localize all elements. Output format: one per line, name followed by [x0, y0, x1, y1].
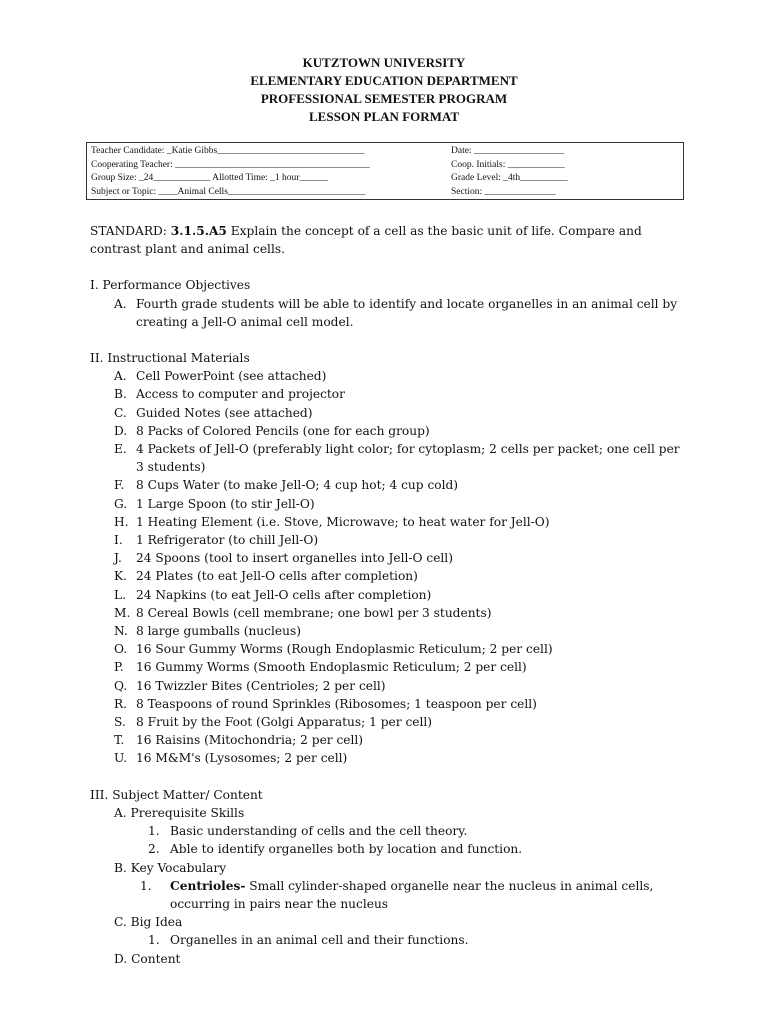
list-text: 8 Fruit by the Foot (Golgi Apparatus; 1 per cell) [136, 715, 433, 730]
list-marker: K. [114, 569, 127, 584]
list-marker: 1. [148, 824, 160, 839]
list-marker: A. [114, 369, 127, 384]
materials-list-item [90, 695, 690, 713]
list-marker: 1. [148, 933, 160, 948]
list-marker: N. [114, 624, 128, 639]
big-idea-heading: C. Big Idea [114, 915, 183, 930]
list-text: 8 Cups Water (to make Jell-O; 4 cup hot; 4 cup cold) [136, 478, 459, 493]
list-text [170, 877, 690, 913]
list-text: Guided Notes (see attached) [136, 405, 313, 420]
content-heading: D. Content [114, 951, 181, 966]
section-field: Section: _______________ [451, 186, 556, 197]
list-marker: I. [114, 533, 123, 548]
list-text: 8 Packs of Colored Pencils (one for each group) [136, 423, 430, 438]
materials-list-item [90, 731, 690, 749]
prerequisite-skills-heading: A. Prerequisite Skills [114, 805, 245, 820]
materials-list-item [90, 567, 690, 585]
materials-list-item [90, 404, 690, 422]
list-item [90, 840, 690, 858]
list-text: 1 Large Spoon (to stir Jell-O) [136, 496, 315, 511]
subject-matter-heading: III. Subject Matter/ Content [90, 787, 263, 802]
list-item [90, 822, 690, 840]
materials-list-item [90, 495, 690, 513]
list-text: 1 Heating Element (i.e. Stove, Microwave; to heat water for Jell-O) [136, 514, 550, 529]
list-marker: G. [114, 496, 128, 511]
materials-list-item [90, 385, 690, 403]
list-item [90, 877, 690, 913]
department-title: ELEMENTARY EDUCATION DEPARTMENT [250, 73, 518, 88]
document-header [0, 54, 768, 126]
materials-list-item [90, 677, 690, 695]
list-marker: U. [114, 751, 128, 766]
vocab-term: Centrioles- [170, 878, 246, 893]
info-row [91, 172, 679, 186]
materials-list-item [90, 749, 690, 767]
instructional-materials-heading: II. Instructional Materials [90, 351, 250, 366]
standard-prefix: STANDARD: [90, 224, 171, 238]
lesson-body [90, 222, 690, 968]
subject-field: Subject or Topic: ____Animal Cells_____________________________ [91, 186, 366, 197]
list-marker: H. [114, 514, 129, 529]
list-text: 8 large gumballs (nucleus) [136, 624, 301, 639]
list-text: 16 Gummy Worms (Smooth Endoplasmic Reticulum; 2 per cell) [136, 660, 527, 675]
list-marker: J. [114, 551, 122, 566]
materials-list-item [90, 549, 690, 567]
university-title: KUTZTOWN UNIVERSITY [302, 55, 466, 70]
date-field: Date: ___________________ [451, 146, 565, 156]
program-title: PROFESSIONAL SEMESTER PROGRAM [260, 91, 508, 106]
materials-list-item [90, 440, 690, 476]
list-text: 16 Sour Gummy Worms (Rough Endoplasmic Reticulum; 2 per cell) [136, 642, 553, 657]
list-text: 24 Plates (to eat Jell-O cells after completion) [136, 569, 418, 584]
list-text: Able to identify organelles both by location and function. [170, 842, 523, 857]
standard-statement [90, 222, 690, 258]
key-vocabulary-heading: B. Key Vocabulary [114, 860, 227, 875]
list-marker: Q. [114, 678, 128, 693]
list-text: 24 Spoons (tool to insert organelles into Jell-O cell) [136, 551, 453, 566]
list-marker: L. [114, 587, 126, 602]
materials-list-item [90, 586, 690, 604]
list-marker: A. [114, 296, 127, 311]
list-marker: 2. [148, 842, 160, 857]
list-item [90, 295, 690, 331]
materials-list-item [90, 713, 690, 731]
list-marker: D. [114, 423, 128, 438]
list-text: 1 Refrigerator (to chill Jell-O) [136, 533, 319, 548]
coop-initials-field: Coop. Initials: ____________ [451, 159, 565, 170]
list-text: 16 Twizzler Bites (Centrioles; 2 per cell) [136, 678, 386, 693]
format-title: LESSON PLAN FORMAT [309, 109, 459, 124]
materials-list-item [90, 658, 690, 676]
materials-list-item [90, 513, 690, 531]
performance-objectives-heading: I. Performance Objectives [90, 278, 251, 293]
list-marker: S. [114, 715, 126, 730]
list-text: Organelles in an animal cell and their functions. [170, 933, 469, 948]
list-marker: F. [114, 478, 125, 493]
list-marker: 1. [140, 878, 152, 893]
group-size-field: Group Size: _24____________ Allotted Time: _1 hour______ [91, 173, 328, 183]
teacher-candidate-field: Teacher Candidate: _Katie Gibbs_______________________________ [91, 146, 365, 156]
materials-list-item [90, 531, 690, 549]
list-marker: O. [114, 642, 128, 657]
list-marker: P. [114, 660, 124, 675]
cooperating-teacher-field: Cooperating Teacher: _________________________________________ [91, 159, 370, 170]
list-marker: M. [114, 605, 131, 620]
list-text: 16 M&M's (Lysosomes; 2 per cell) [136, 751, 348, 766]
materials-list-item [90, 367, 690, 385]
materials-list-item [90, 476, 690, 494]
materials-list-item [90, 422, 690, 440]
list-text: 24 Napkins (to eat Jell-O cells after completion) [136, 587, 432, 602]
list-text: Fourth grade students will be able to identify and locate organelles in an animal cell by creating a Jell-O animal cell model. [136, 296, 678, 329]
standard-code: 3.1.5.A5 [170, 224, 227, 238]
list-item [90, 931, 690, 949]
vocab-definition: Small cylinder-shaped organelle near the nucleus in animal cells, occurring in pairs near the nucleus [170, 878, 654, 911]
list-text: 8 Cereal Bowls (cell membrane; one bowl per 3 students) [136, 605, 492, 620]
list-text: 8 Teaspoons of round Sprinkles (Ribosomes; 1 teaspoon per cell) [136, 696, 537, 711]
info-row [91, 145, 679, 159]
info-row [91, 186, 679, 200]
grade-level-field: Grade Level: _4th__________ [451, 173, 568, 183]
list-text: 16 Raisins (Mitochondria; 2 per cell) [136, 733, 364, 748]
lesson-info-box [86, 142, 684, 200]
materials-list [90, 367, 690, 767]
list-text: Access to computer and projector [136, 387, 345, 402]
info-row [91, 159, 679, 173]
list-text: Basic understanding of cells and the cell theory. [170, 824, 468, 839]
list-text: 4 Packets of Jell-O (preferably light color; for cytoplasm; 2 cells per packet; one cell per 3 students) [136, 442, 680, 475]
materials-list-item [90, 622, 690, 640]
list-marker: R. [114, 696, 128, 711]
materials-list-item [90, 640, 690, 658]
list-text: Cell PowerPoint (see attached) [136, 369, 327, 384]
standard-text: Explain the concept of a cell as the basic unit of life. Compare and contrast plant and animal cells. [90, 224, 642, 257]
list-marker: B. [114, 387, 127, 402]
materials-list-item [90, 604, 690, 622]
list-marker: C. [114, 405, 127, 420]
list-marker: T. [114, 733, 125, 748]
list-marker: E. [114, 442, 127, 457]
